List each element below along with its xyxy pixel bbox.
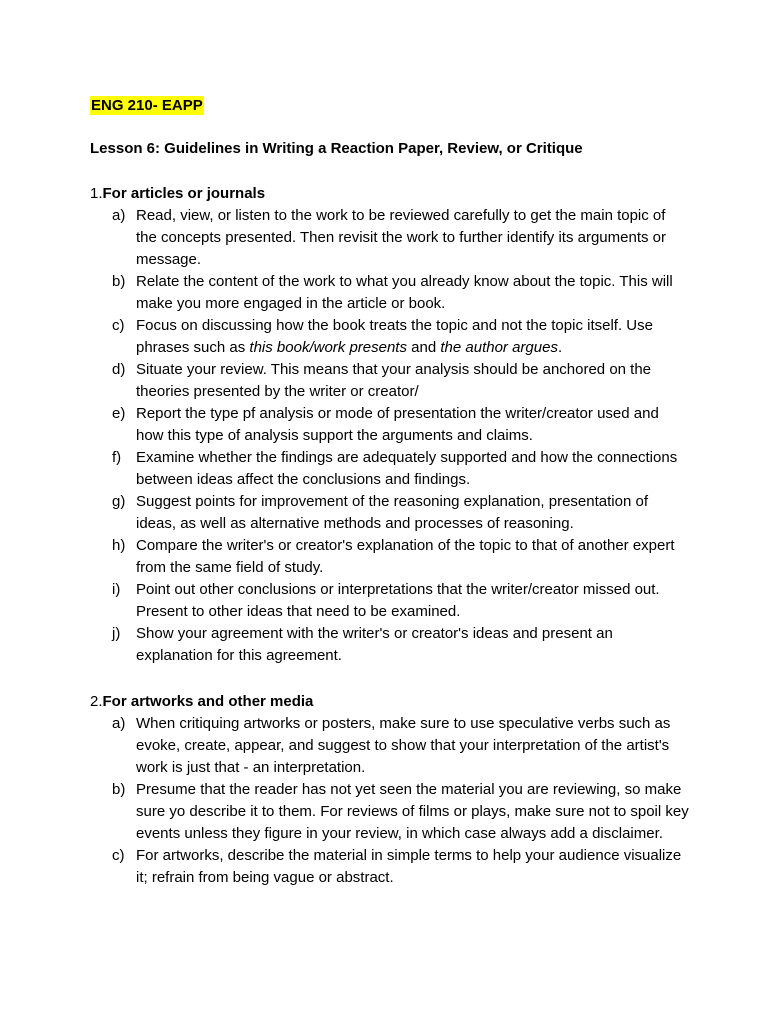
list-item-text: Point out other conclusions or interpretations that the writer/creator missed out. Present to other ideas that need to be examined. <box>136 581 660 620</box>
list-item <box>90 713 690 779</box>
section-number: 1. <box>90 185 103 202</box>
lesson-title: Lesson 6: Guidelines in Writing a Reaction Paper, Review, or Critique <box>90 140 583 157</box>
list-marker: c) <box>112 847 125 864</box>
list-item-text-part: and <box>406 339 441 356</box>
list-item-text: Situate your review. This means that your analysis should be anchored on the theories presented by the writer or creator/ <box>136 361 652 400</box>
list-item-text: When critiquing artworks or posters, make sure to use speculative verbs such as evoke, create, appear, and suggest to show that your interpretation of the artist's work is just that - an interpretation. <box>136 715 671 776</box>
list-item <box>90 623 690 667</box>
list-item <box>90 205 690 271</box>
list-item <box>90 535 690 579</box>
section-heading <box>90 691 690 713</box>
section-heading <box>90 183 690 205</box>
list-item <box>90 845 690 889</box>
list-item-text: For artworks, describe the material in simple terms to help your audience visualize it; refrain from being vague or abstract. <box>136 847 682 886</box>
section-articles-journals <box>90 183 690 667</box>
list-item-text: Compare the writer's or creator's explanation of the topic to that of another expert from the same field of study. <box>136 537 675 576</box>
list-marker: a) <box>112 207 126 224</box>
list-item-text: Relate the content of the work to what you already know about the topic. This will make you more engaged in the article or book. <box>136 273 673 312</box>
section-heading-text: For articles or journals <box>102 185 266 202</box>
list-item-text: Report the type pf analysis or mode of presentation the writer/creator used and how this type of analysis support the arguments and claims. <box>136 405 659 444</box>
list-item-text: Show your agreement with the writer's or creator's ideas and present an explanation for this agreement. <box>136 625 613 664</box>
list-marker: c) <box>112 317 125 334</box>
list-item-text: Examine whether the findings are adequately supported and how the connections between ideas affect the conclusions and findings. <box>136 449 678 488</box>
list-marker: b) <box>112 273 126 290</box>
list-item <box>90 779 690 845</box>
section-artworks-media <box>90 691 690 889</box>
list-marker: j) <box>112 625 121 642</box>
list-marker: g) <box>112 493 126 510</box>
list-marker: a) <box>112 715 126 732</box>
list-item <box>90 491 690 535</box>
list-item-text: Suggest points for improvement of the reasoning explanation, presentation of ideas, as well as alternative methods and processes of reasoning. <box>136 493 648 532</box>
section-heading-text: For artworks and other media <box>102 693 314 710</box>
course-code: ENG 210- EAPP <box>91 97 203 114</box>
list-marker: d) <box>112 361 126 378</box>
list-item <box>90 403 690 447</box>
list-item <box>90 579 690 623</box>
italic-phrase: the author argues <box>440 339 558 356</box>
list-item-text: Read, view, or listen to the work to be reviewed carefully to get the main topic of the concepts presented. Then revisit the work to further identify its arguments or message. <box>136 207 666 268</box>
list-marker: f) <box>112 449 122 466</box>
list-item <box>90 359 690 403</box>
list-marker: i) <box>112 581 121 598</box>
section-number: 2. <box>90 693 103 710</box>
list-marker: h) <box>112 537 126 554</box>
list-item <box>90 315 690 359</box>
list-item <box>90 447 690 491</box>
italic-phrase: this book/work presents <box>249 339 407 356</box>
list-item-text <box>136 315 690 359</box>
list-marker: e) <box>112 405 126 422</box>
list-item-text-part: . <box>557 339 563 356</box>
list-item-text-part: Focus on discussing how the book treats the topic and not the topic itself. Use phrases such as <box>136 317 653 356</box>
list-marker: b) <box>112 781 126 798</box>
list-item-text: Presume that the reader has not yet seen the material you are reviewing, so make sure yo describe it to them. For reviews of films or plays, make sure not to spoil key events unless they figure in your review, in which case always add a disclaimer. <box>136 781 689 842</box>
list-item <box>90 271 690 315</box>
